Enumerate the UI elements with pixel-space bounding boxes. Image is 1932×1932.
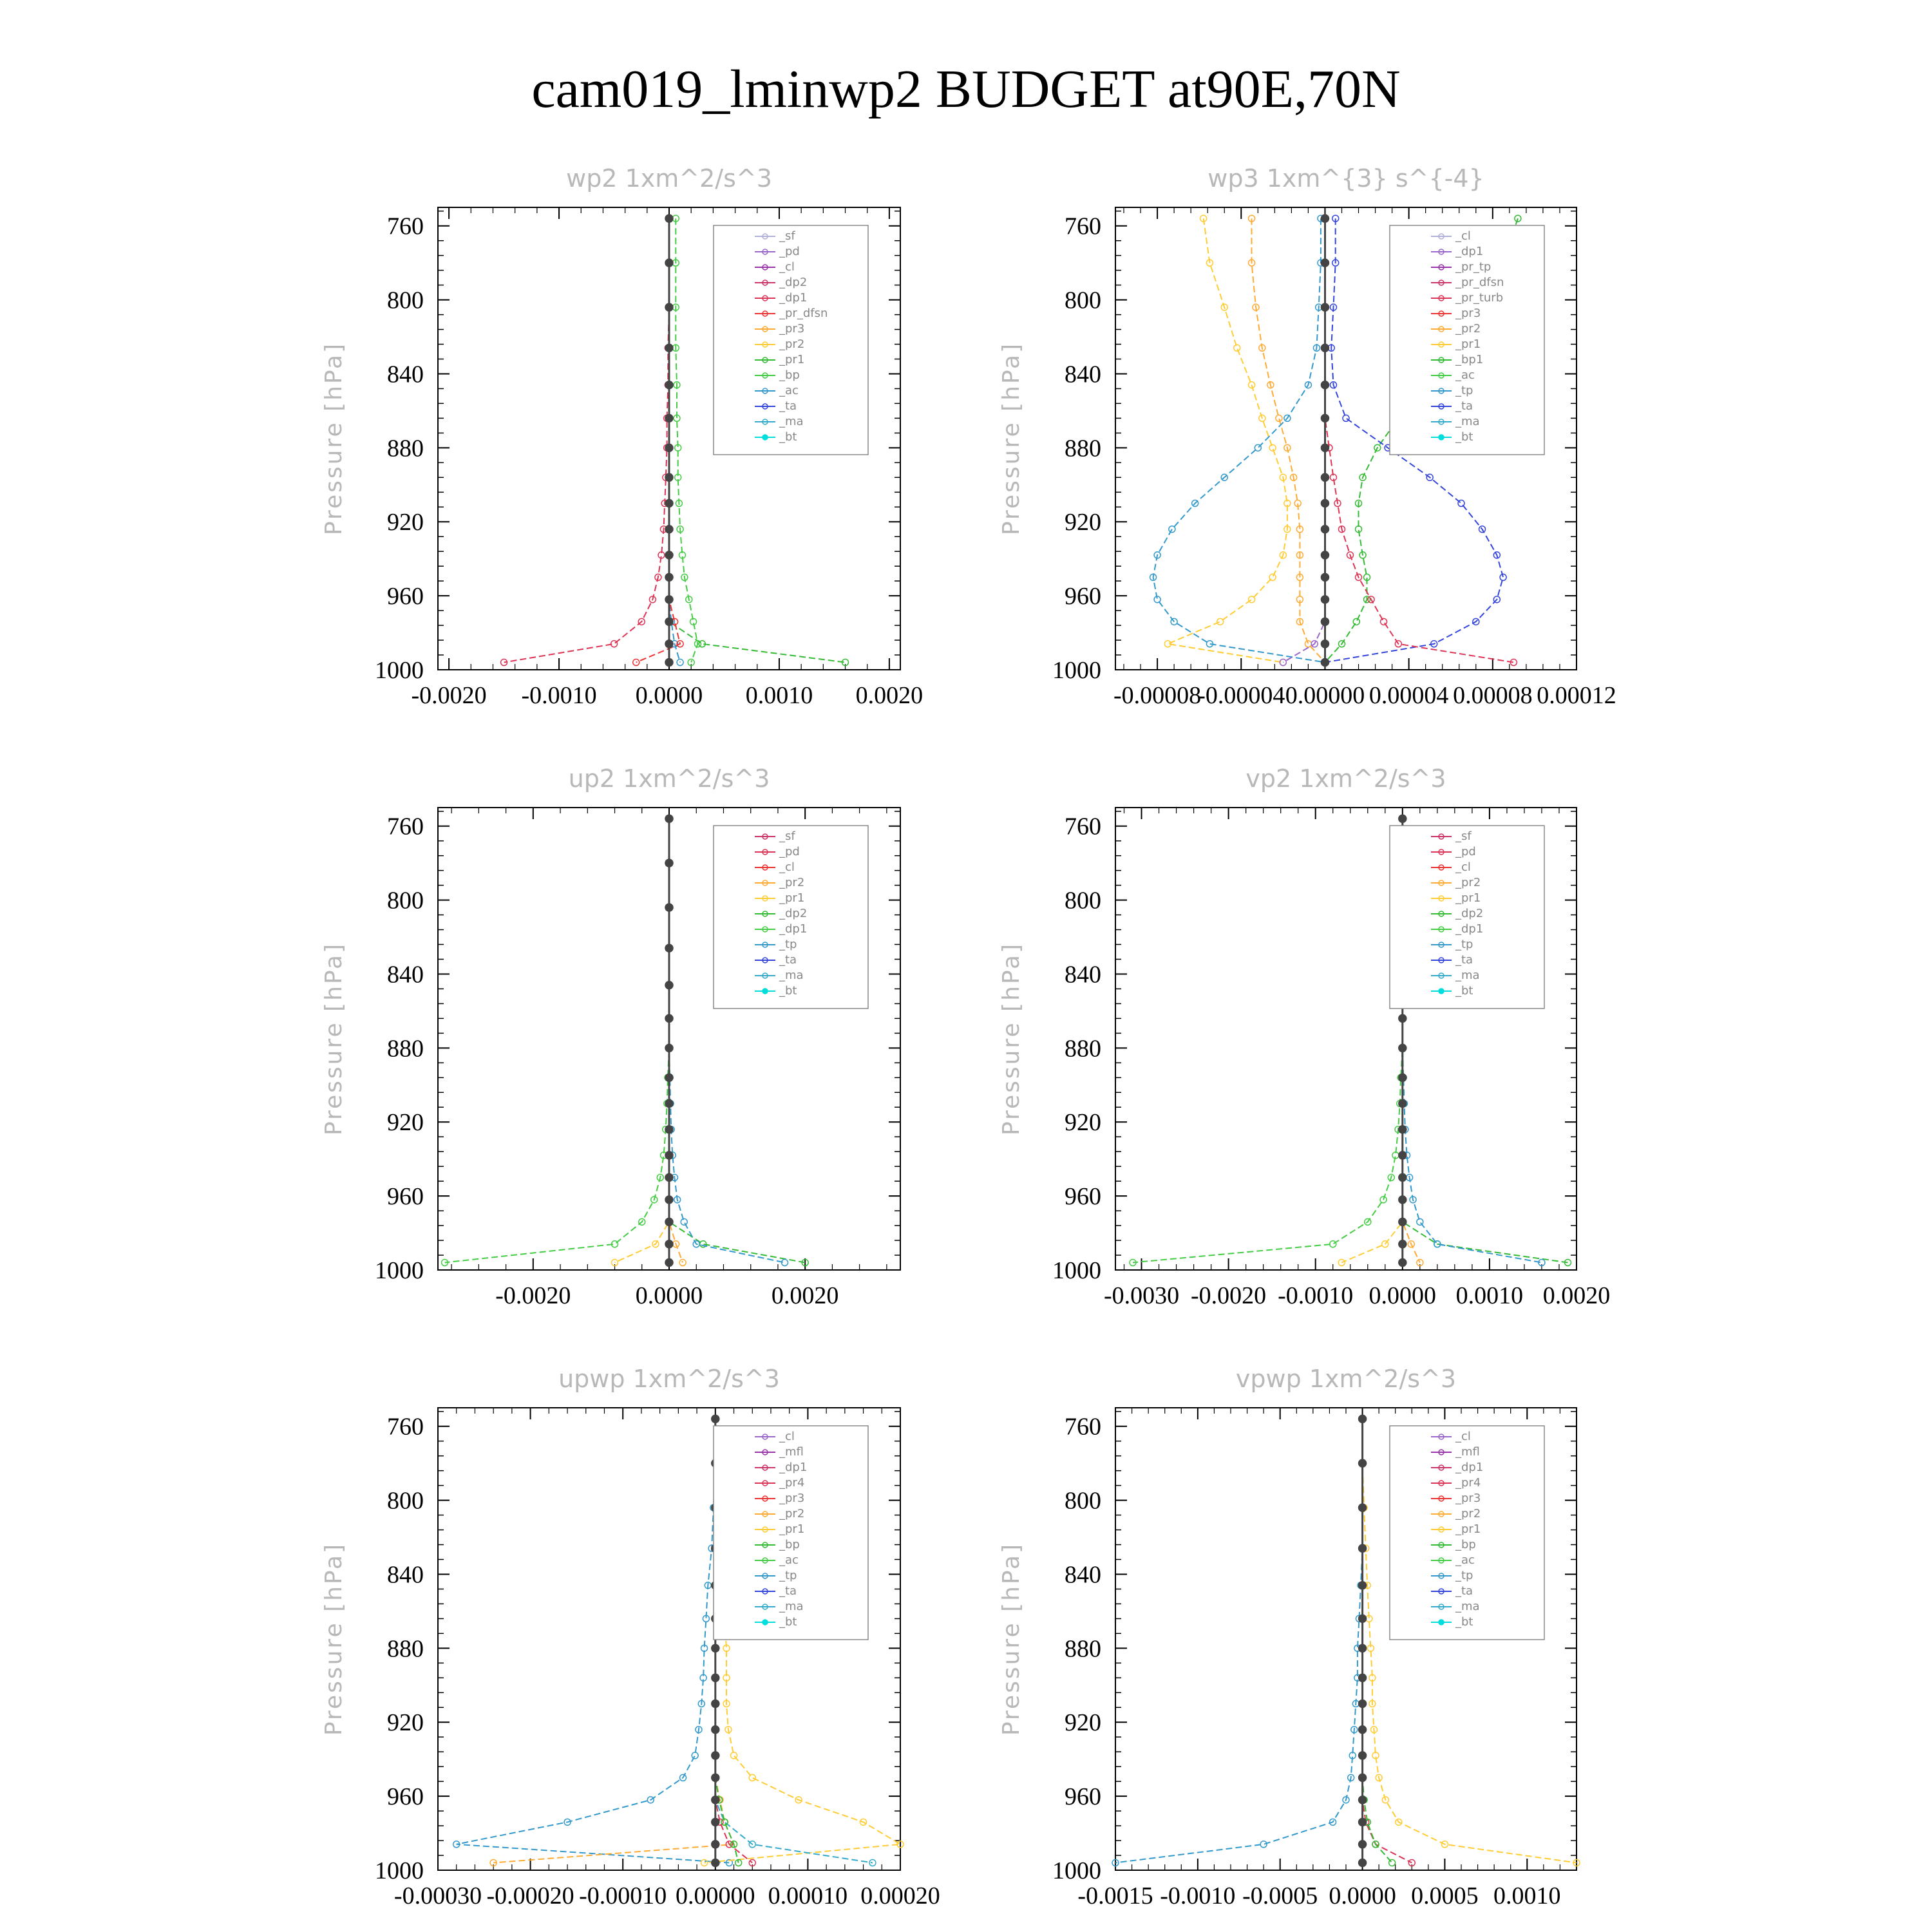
data-point <box>712 1796 719 1804</box>
data-point <box>1217 618 1224 625</box>
data-point <box>869 1860 876 1866</box>
legend-entry: _ma <box>779 1600 804 1613</box>
data-point <box>665 214 673 222</box>
legend-entry: _cl <box>779 860 795 874</box>
y-tick-label: 800 <box>1065 887 1101 914</box>
legend-entry: _pr2 <box>779 876 805 889</box>
x-tick-label: 0.0000 <box>1368 1282 1437 1309</box>
data-point <box>1399 1074 1406 1081</box>
y-tick-label: 1000 <box>375 657 424 684</box>
x-tick-label: 0.00004 <box>1368 682 1449 709</box>
data-point <box>665 1151 673 1159</box>
series-line-3 <box>493 1419 734 1862</box>
data-point <box>665 303 673 311</box>
panel-title: vpwp 1xm^2/s^3 <box>1235 1365 1457 1393</box>
y-tick-label: 920 <box>387 1109 424 1137</box>
legend-entry: _sf <box>779 829 795 843</box>
data-point <box>665 381 673 389</box>
data-point <box>665 596 673 603</box>
y-tick-label: 800 <box>1065 287 1101 314</box>
x-tick-label: 0.0020 <box>1542 1282 1611 1309</box>
data-point <box>665 551 673 559</box>
data-point <box>1359 1504 1367 1511</box>
data-point <box>665 1126 673 1133</box>
x-tick-label: -0.0030 <box>1103 1282 1180 1309</box>
legend-entry: _ac <box>1455 1553 1475 1567</box>
data-point <box>1399 1151 1406 1159</box>
legend-entry: _pr4 <box>779 1476 805 1490</box>
legend-entry: _ma <box>1455 415 1480 428</box>
legend-entry: _pr3 <box>779 1492 805 1505</box>
legend-entry: _ma <box>779 969 804 982</box>
series-line-0 <box>1168 218 1287 662</box>
x-tick-label: 0.0010 <box>745 682 813 709</box>
x-tick-label: -0.0010 <box>1160 1882 1236 1909</box>
y-tick-label: 880 <box>1065 1635 1101 1663</box>
legend-entry: _ta <box>779 953 797 967</box>
data-point <box>1359 1644 1367 1652</box>
y-tick-label: 760 <box>387 1413 424 1441</box>
panel-2 <box>321 764 900 1309</box>
legend-entry: _pd <box>779 245 800 258</box>
y-tick-label: 800 <box>387 887 424 914</box>
data-point <box>665 981 673 989</box>
legend-entry: _ma <box>1455 969 1480 982</box>
x-tick-label: 0.0005 <box>1411 1882 1479 1909</box>
y-axis-label: Pressure [hPa] <box>321 341 347 536</box>
data-point <box>1389 1860 1396 1866</box>
y-tick-label: 840 <box>387 1561 424 1589</box>
data-point <box>1399 1126 1406 1133</box>
legend-marker <box>1439 989 1444 994</box>
panel-title: vp2 1xm^2/s^3 <box>1245 764 1446 793</box>
x-tick-label: -0.00008 <box>1113 682 1202 709</box>
y-tick-label: 920 <box>1065 1109 1101 1137</box>
data-point <box>665 815 673 822</box>
data-point <box>1321 259 1329 267</box>
legend-entry: _cl <box>779 1430 795 1443</box>
x-tick-label: 0.0000 <box>635 682 703 709</box>
x-tick-label: 0.0000 <box>635 1282 703 1309</box>
legend-entry: _pr1 <box>779 353 805 366</box>
legend-marker <box>1439 1620 1444 1625</box>
legend-entry: _pr2 <box>779 1507 805 1520</box>
x-tick-label: -0.0020 <box>1191 1282 1267 1309</box>
data-point <box>1330 1241 1336 1247</box>
data-point <box>1269 444 1276 451</box>
data-point <box>665 859 673 867</box>
y-axis-label: Pressure [hPa] <box>998 942 1025 1136</box>
y-tick-label: 920 <box>1065 1709 1101 1737</box>
x-tick-label: -0.0005 <box>1242 1882 1318 1909</box>
legend-entry: _bt <box>1455 984 1473 998</box>
legend-entry: _ma <box>1455 1600 1480 1613</box>
data-point <box>1321 344 1329 352</box>
data-point <box>1359 1415 1367 1423</box>
data-point <box>665 473 673 481</box>
data-point <box>1359 1726 1367 1734</box>
series-line-4 <box>636 218 680 662</box>
y-tick-label: 960 <box>1065 1183 1101 1211</box>
y-tick-label: 800 <box>387 287 424 314</box>
data-point <box>692 1752 698 1759</box>
y-tick-label: 880 <box>1065 1035 1101 1063</box>
y-tick-label: 960 <box>1065 1783 1101 1811</box>
x-tick-label: -0.0020 <box>411 682 487 709</box>
y-tick-label: 840 <box>387 361 424 388</box>
data-point <box>1321 573 1329 581</box>
y-tick-label: 920 <box>1065 509 1101 536</box>
x-tick-label: 0.0020 <box>855 682 923 709</box>
data-point <box>1399 1014 1406 1022</box>
x-tick-label: -0.00020 <box>486 1882 574 1909</box>
legend-entry: _bp <box>779 1538 800 1551</box>
y-tick-label: 880 <box>387 435 424 462</box>
data-point <box>665 618 673 625</box>
legend-entry: _ac <box>1455 368 1475 382</box>
legend-entry: _tp <box>779 1569 797 1582</box>
x-tick-label: 0.00008 <box>1453 682 1533 709</box>
data-point <box>1399 1196 1406 1204</box>
data-point <box>665 1240 673 1248</box>
data-point <box>1359 1752 1367 1759</box>
data-point <box>1321 618 1329 625</box>
data-point <box>712 1818 719 1826</box>
data-point <box>1321 640 1329 648</box>
series-line-6 <box>1283 218 1325 662</box>
data-point <box>1321 551 1329 559</box>
data-point <box>1260 1841 1267 1848</box>
x-tick-label: -0.00004 <box>1197 682 1285 709</box>
data-point <box>1321 303 1329 311</box>
data-point <box>665 1044 673 1052</box>
y-tick-label: 840 <box>1065 1561 1101 1589</box>
legend-entry: _ac <box>779 1553 799 1567</box>
y-tick-label: 880 <box>1065 435 1101 462</box>
data-point <box>665 259 673 267</box>
data-point <box>665 500 673 507</box>
series-line-0 <box>457 1419 730 1862</box>
legend-entry: _tp <box>779 938 797 951</box>
legend-entry: _mfl <box>1455 1445 1480 1459</box>
data-point <box>1305 641 1311 647</box>
data-point <box>1321 214 1329 222</box>
data-point <box>1399 1218 1406 1226</box>
data-point <box>1359 1774 1367 1781</box>
data-point <box>1249 596 1255 603</box>
legend-entry: _tp <box>1455 1569 1473 1582</box>
data-point <box>681 1218 687 1225</box>
y-axis-label: Pressure [hPa] <box>998 1542 1025 1736</box>
data-point <box>665 573 673 581</box>
data-point <box>665 1074 673 1081</box>
panel-0 <box>321 164 923 709</box>
y-tick-label: 880 <box>387 1035 424 1063</box>
legend-entry: _tp <box>1455 384 1473 397</box>
legend-entry: _dp1 <box>1455 1461 1484 1474</box>
data-point <box>1255 444 1261 451</box>
y-tick-label: 800 <box>387 1487 424 1515</box>
legend-entry: _dp2 <box>1455 907 1484 920</box>
data-point <box>665 659 673 667</box>
data-point <box>665 904 673 911</box>
legend-entry: _cl <box>1455 860 1471 874</box>
data-point <box>1321 526 1329 533</box>
y-tick-label: 1000 <box>375 1857 424 1884</box>
y-tick-label: 880 <box>387 1635 424 1663</box>
panel-title: up2 1xm^2/s^3 <box>568 764 770 793</box>
figure-title: cam019_lminwp2 BUDGET at90E,70N <box>531 59 1401 119</box>
data-point <box>712 1841 719 1848</box>
panel-title: wp2 1xm^2/s^3 <box>566 164 772 193</box>
y-axis-label: Pressure [hPa] <box>321 942 347 1136</box>
data-point <box>1399 1240 1406 1248</box>
series-line-0 <box>1115 1419 1363 1862</box>
legend-entry: _bp1 <box>1455 353 1484 366</box>
y-tick-label: 800 <box>1065 1487 1101 1515</box>
legend-marker <box>762 989 768 994</box>
legend-entry: _pr3 <box>1455 1492 1481 1505</box>
data-point <box>1399 1173 1406 1181</box>
legend-entry: _pr_dfsn <box>1455 276 1504 289</box>
legend-entry: _pr2 <box>1455 876 1481 889</box>
legend-entry: _pr1 <box>779 891 805 905</box>
legend-entry: _pr1 <box>1455 891 1481 905</box>
legend-entry: _pr1 <box>1455 337 1481 351</box>
data-point <box>1399 815 1406 822</box>
legend-entry: _cl <box>1455 1430 1471 1443</box>
y-tick-label: 840 <box>387 961 424 989</box>
series-line-0 <box>445 819 669 1262</box>
panel-4 <box>321 1365 940 1909</box>
y-tick-label: 1000 <box>375 1257 424 1284</box>
y-tick-label: 760 <box>1065 813 1101 840</box>
data-point <box>1234 345 1240 351</box>
data-point <box>1359 1615 1367 1622</box>
legend-entry: _ta <box>779 1584 797 1598</box>
data-point <box>701 1860 708 1866</box>
data-point <box>665 1173 673 1181</box>
data-point <box>665 1100 673 1108</box>
data-point <box>731 1752 737 1759</box>
y-tick-label: 840 <box>1065 361 1101 388</box>
legend-entry: _cl <box>779 260 795 274</box>
data-point <box>1458 500 1464 507</box>
data-point <box>665 1014 673 1022</box>
data-point <box>665 1218 673 1226</box>
legend-entry: _dp1 <box>1455 922 1484 936</box>
legend-entry: _bp <box>1455 1538 1476 1551</box>
y-tick-label: 1000 <box>1052 657 1101 684</box>
y-tick-label: 760 <box>1065 213 1101 240</box>
x-tick-label: 0.0020 <box>771 1282 839 1309</box>
legend-entry: _pr_dfsn <box>779 307 828 320</box>
legend-entry: _pr3 <box>1455 307 1481 320</box>
x-tick-label: 0.00000 <box>1285 682 1365 709</box>
y-tick-label: 1000 <box>1052 1257 1101 1284</box>
y-tick-label: 760 <box>1065 1413 1101 1441</box>
legend-entry: _bt <box>779 984 797 998</box>
legend-entry: _dp2 <box>779 276 808 289</box>
data-point <box>1169 526 1175 533</box>
legend-entry: _bt <box>779 1615 797 1629</box>
legend-entry: _pr2 <box>1455 1507 1481 1520</box>
legend-entry: _cl <box>1455 229 1471 243</box>
y-tick-label: 960 <box>387 1183 424 1211</box>
data-point <box>712 1859 719 1867</box>
data-point <box>1359 1459 1367 1467</box>
legend-entry: _tp <box>1455 938 1473 951</box>
data-point <box>1359 1582 1367 1589</box>
panel-title: wp3 1xm^{3} s^{-4} <box>1208 164 1484 193</box>
data-point <box>665 444 673 451</box>
y-tick-label: 920 <box>387 509 424 536</box>
series-line-1 <box>1252 218 1325 662</box>
x-tick-label: 0.0000 <box>1329 1882 1396 1909</box>
data-point <box>665 526 673 533</box>
data-point <box>712 1644 719 1652</box>
legend-entry: _mfl <box>779 1445 804 1459</box>
data-point <box>665 1259 673 1267</box>
data-point <box>712 1700 719 1708</box>
x-tick-label: 0.00000 <box>676 1882 755 1909</box>
legend-entry: _pr3 <box>779 322 805 336</box>
y-tick-label: 960 <box>387 1783 424 1811</box>
data-point <box>1359 1544 1367 1552</box>
legend-entry: _pr1 <box>779 1522 805 1536</box>
data-point <box>1269 574 1276 580</box>
panel-5 <box>998 1365 1580 1909</box>
legend-entry: _ta <box>1455 1584 1473 1598</box>
series-line-2 <box>676 218 697 662</box>
series-line-0 <box>1133 819 1403 1262</box>
data-point <box>1417 1218 1423 1225</box>
x-tick-label: 0.0010 <box>1493 1882 1561 1909</box>
data-point <box>1359 1859 1367 1867</box>
y-tick-label: 760 <box>387 213 424 240</box>
legend-entry: _pr4 <box>1455 1476 1481 1490</box>
data-point <box>1321 473 1329 481</box>
data-point <box>1399 1259 1406 1267</box>
legend-entry: _dp1 <box>779 1461 808 1474</box>
legend-entry: _bt <box>1455 1615 1473 1629</box>
legend-entry: _sf <box>779 229 795 243</box>
data-point <box>1399 1044 1406 1052</box>
data-point <box>1359 1796 1367 1804</box>
data-point <box>679 1260 686 1266</box>
x-tick-label: -0.0010 <box>1278 1282 1354 1309</box>
data-point <box>1359 1674 1367 1681</box>
legend-marker <box>1439 435 1444 440</box>
data-point <box>665 640 673 648</box>
legend-entry: _ta <box>779 399 797 413</box>
legend-entry: _bp <box>779 368 800 382</box>
legend-entry: _dp1 <box>779 922 808 936</box>
panel-1 <box>998 164 1616 709</box>
data-point <box>1321 596 1329 603</box>
data-point <box>1321 659 1329 667</box>
data-point <box>665 344 673 352</box>
x-tick-label: 0.0010 <box>1455 1282 1524 1309</box>
legend-entry: _pd <box>1455 845 1476 858</box>
data-point <box>1321 414 1329 422</box>
panel-3 <box>998 764 1610 1309</box>
legend-entry: _pr_tp <box>1455 260 1492 274</box>
data-point <box>1359 1700 1367 1708</box>
y-tick-label: 760 <box>387 813 424 840</box>
legend-entry: _dp1 <box>779 291 808 305</box>
y-tick-label: 1000 <box>1052 1857 1101 1884</box>
panel-title: upwp 1xm^2/s^3 <box>558 1365 780 1393</box>
legend-marker <box>762 1620 768 1625</box>
series-line-3 <box>615 819 670 1262</box>
y-axis-label: Pressure [hPa] <box>998 341 1025 536</box>
data-point <box>712 1774 719 1781</box>
data-point <box>712 1415 719 1423</box>
x-tick-label: -0.0020 <box>495 1282 571 1309</box>
legend-entry: _pr_turb <box>1455 291 1504 305</box>
legend-entry: _ta <box>1455 399 1473 413</box>
legend-entry: _pr2 <box>779 337 805 351</box>
data-point <box>1343 415 1349 421</box>
data-point <box>665 944 673 952</box>
data-point <box>665 1196 673 1204</box>
legend-entry: _dp2 <box>779 907 808 920</box>
x-tick-label: 0.00010 <box>768 1882 848 1909</box>
legend-entry: _pr1 <box>1455 1522 1481 1536</box>
y-tick-label: 960 <box>1065 583 1101 611</box>
data-point <box>1359 1841 1367 1848</box>
x-tick-label: -0.00010 <box>579 1882 667 1909</box>
legend-entry: _sf <box>1455 829 1472 843</box>
data-point <box>712 1726 719 1734</box>
data-point <box>1353 618 1359 625</box>
data-point <box>665 414 673 422</box>
data-point <box>712 1674 719 1681</box>
legend-entry: _ma <box>779 415 804 428</box>
y-tick-label: 840 <box>1065 961 1101 989</box>
y-tick-label: 920 <box>387 1709 424 1737</box>
legend-entry: _pd <box>779 845 800 858</box>
legend-entry: _bt <box>779 430 797 444</box>
data-point <box>1399 1100 1406 1108</box>
series-line-3 <box>1363 1419 1392 1862</box>
x-tick-label: -0.0015 <box>1077 1882 1153 1909</box>
y-axis-label: Pressure [hPa] <box>321 1542 347 1736</box>
legend-marker <box>762 435 768 440</box>
data-point <box>1321 500 1329 507</box>
legend-entry: _bt <box>1455 430 1473 444</box>
y-tick-label: 960 <box>387 583 424 611</box>
data-point <box>749 1774 755 1781</box>
series-line-0 <box>504 218 669 662</box>
data-point <box>1321 444 1329 451</box>
data-point <box>1359 1818 1367 1826</box>
x-tick-label: -0.0010 <box>521 682 597 709</box>
data-point <box>1321 381 1329 389</box>
x-tick-label: -0.00030 <box>393 1882 482 1909</box>
x-tick-label: 0.00012 <box>1537 682 1616 709</box>
x-tick-label: 0.00020 <box>860 1882 940 1909</box>
data-point <box>712 1752 719 1759</box>
data-point <box>677 659 683 666</box>
legend-entry: _ac <box>779 384 799 397</box>
legend-entry: _dp1 <box>1455 245 1484 258</box>
legend-entry: _pr2 <box>1455 322 1481 336</box>
legend-entry: _ta <box>1455 953 1473 967</box>
data-point <box>1381 618 1387 625</box>
